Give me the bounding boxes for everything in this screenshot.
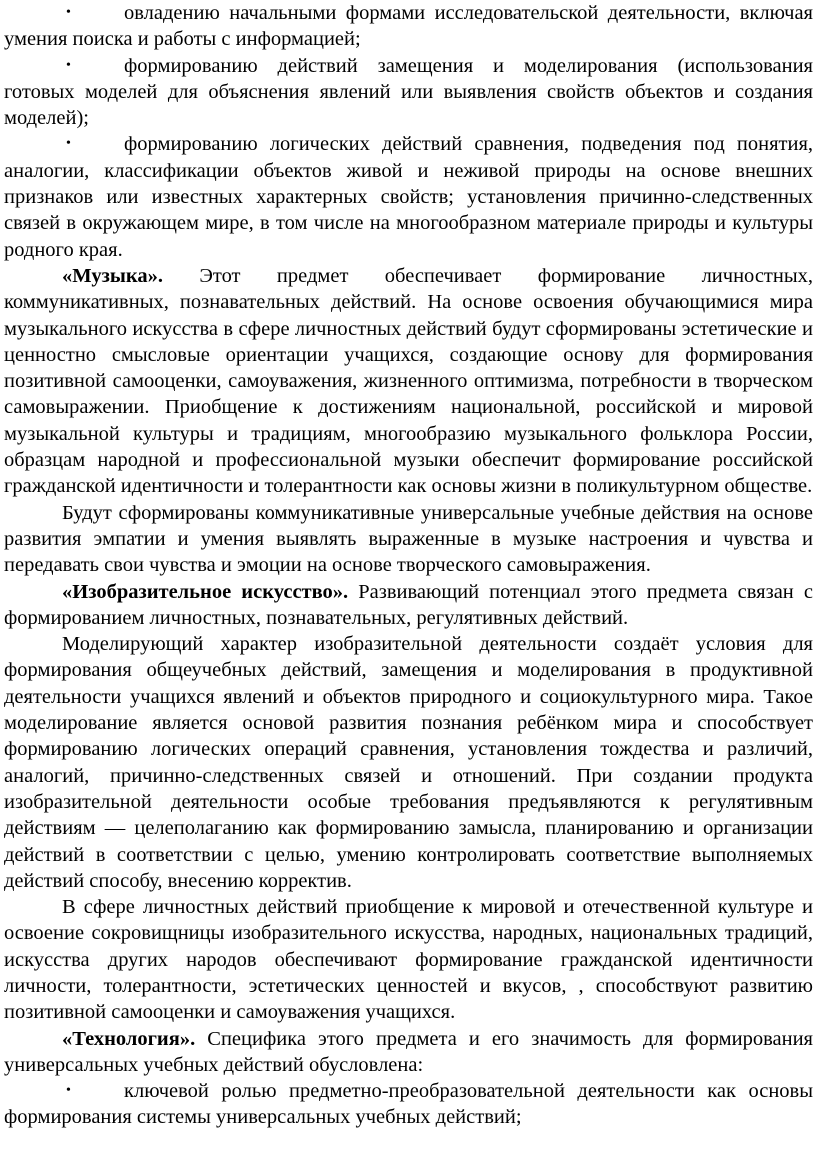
bullet-icon: • [66, 5, 71, 20]
list-item [4, 0, 813, 53]
bullet-icon: • [66, 1083, 71, 1099]
list-item-text: овладению начальными формами исследовательской деятельности, включая умения поиска и работы с информацией; [4, 2, 813, 51]
tech-heading: «Технология». [62, 1027, 196, 1050]
list-item [4, 131, 813, 262]
tech-text: Специфика этого предмета и его значимость для формирования универсальных учебных действий обусловлена: [4, 1027, 813, 1076]
art-paragraph [4, 579, 813, 632]
art-paragraph-3: В сфере личностных действий приобщение к мировой и отечественной культуре и освоение сокровищницы изобразительного искусства, народных, национальных традиций, искусства других народов обеспечивают формирование гражданской идентичности личности, толерантности, эстетических ценностей и вкусов, , способствуют развитию позитивной самооценки и самоуважения учащихся. [4, 896, 813, 1024]
art-text: Развивающий потенциал этого предмета связан с формированием личностных, познавательных, регулятивных действий. [4, 580, 813, 629]
list-item-text: ключевой ролью предметно-преобразовательной деятельности как основы формирования системы универсальных учебных действий; [4, 1080, 813, 1129]
list-item [4, 53, 813, 132]
music-heading: «Музыка». [62, 264, 163, 287]
tech-paragraph [4, 1026, 813, 1079]
music-paragraph-2: Будут сформированы коммуникативные универсальные учебные действия на основе развития эмпатии и умения выявлять выраженные в музыке настроения и чувства и передавать свои чувства и эмоции на основе творческого самовыражения. [4, 501, 813, 577]
bullet-icon: • [66, 57, 71, 73]
list-item-text: формированию логических действий сравнения, подведения под понятия, аналогии, классификации объектов живой и неживой природы на основе внешних признаков или известных характерных свойств; установления причинно-следственных связей в окружающем мире, в том числе на многообразном материале природы и культуры родного края. [4, 133, 813, 261]
list-item-text: формированию действий замещения и моделирования (использования готовых моделей для объяснения явлений или выявления свойств объектов и создания моделей); [4, 54, 813, 130]
bullet-icon: • [66, 136, 71, 152]
music-paragraph [4, 263, 813, 500]
music-text: Этот предмет обеспечивает формирование личностных, коммуникативных, познавательных действий. На основе освоения обучающимися мира музыкального искусства в сфере личностных действий будут сформированы эстетические и ценностно смысловые ориентации учащихся, создающие основу для формирования позитивной самооценки, самоуважения, жизненного оптимизма, потребности в творческом самовыражении. Приобщение к достижениям национальной, российской и мировой музыкальной культуры и традициям, многообразию музыкального фольклора России, образцам народной и профессиональной музыки обеспечит формирование российской гражданской идентичности и толерантности как основы жизни в поликультурном обществе. [4, 264, 813, 498]
list-item [4, 1078, 813, 1131]
art-heading: «Изобразительное искусство». [62, 580, 349, 603]
art-paragraph-2: Моделирующий характер изобразительной деятельности создаёт условия для формирования общеучебных действий, замещения и моделирования в продуктивной деятельности учащихся явлений и объектов природного и социокультурного мира. Такое моделирование является основой развития познания ребёнком мира и способствует формированию логических операций сравнения, установления тождества и различий, аналогий, причинно-следственных связей и отношений. При создании продукта изобразительной деятельности особые требования предъявляются к регулятивным действиям — целеполаганию как формированию замысла, планированию и организации действий в соответствии с целью, умению контролировать соответствие выполняемых действий способу, внесению корректив. [4, 633, 813, 892]
